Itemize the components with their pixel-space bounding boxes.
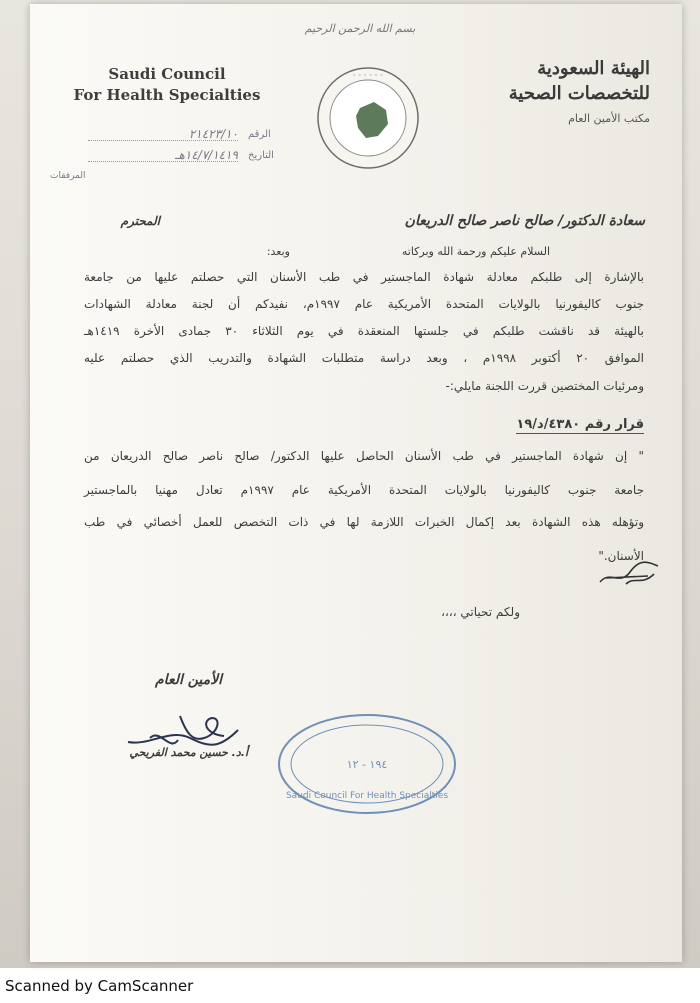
decision-title-text: قرار رقم ٤٣٨٠/د/١٩ (516, 417, 644, 432)
body-line-2: جنوب كاليفورنيا بالولايات المتحدة الأمريكية عام ١٩٩٧م، نفيدكم أن لجنة معادلة الشهادات (84, 297, 644, 311)
bismillah: بسم الله الرحمن الرحيم (304, 22, 416, 35)
body-line-5: ومرئيات المختصين قررت اللجنة مايلي:- (445, 379, 644, 393)
initials-signature (596, 556, 664, 590)
decision-title (470, 417, 644, 433)
ref-attachments-label: المرفقات (50, 171, 86, 181)
stamp-text-bottom: Saudi Council For Health Specialties (285, 791, 449, 801)
ref-date-value: ١٤/٧/١٤١٩هـ (174, 148, 238, 162)
body-line-1: بالإشارة إلى طلبكم معادلة شهادة الماجستير في طب الأسنان التي حصلتم عليها من جامعة (84, 270, 644, 284)
ref-attachments-row (48, 166, 288, 187)
signatory-name: أ.د. حسين محمد الفريحي (129, 746, 248, 759)
official-stamp (276, 712, 458, 816)
decision-line-2: جامعة جنوب كاليفورنيا بالولايات المتحدة الأمريكية عام ١٩٩٧م تعادل مهنيا بالماجستير (84, 483, 645, 497)
letter-honorific: المحترم (120, 214, 160, 228)
stamp-number: ١٩٤ - ١٢ (346, 758, 388, 771)
org-name-english-line1: Saudi Council (108, 65, 226, 83)
letter-salutation: سعادة الدكتور/ صالح ناصر صالح الدريعان (404, 213, 645, 229)
org-name-arabic (440, 56, 650, 132)
ref-date-label: التاريخ (248, 150, 274, 161)
org-name-arabic-line2: للتخصصات الصحية (508, 83, 650, 104)
decision-line-3: وتؤهله هذه الشهادة بعد إكمال الخبرات اللازمة لها في ذات التخصص للعمل أخصائي في طب (84, 515, 644, 529)
ref-date-row (48, 145, 288, 166)
org-name-english-line2: For Health Specialties (73, 86, 261, 104)
org-name-english (58, 64, 276, 106)
ref-number-line (88, 140, 238, 141)
letter-greeting-after: وبعد: (266, 245, 290, 258)
ref-number-value: ٢١٤٢٣/١٠ (188, 127, 238, 141)
body-line-3: بالهيئة قد ناقشت طلبكم في جلستها المنعقدة في يوم الثلاثاء ٣٠ جمادى الأخرة ١٤١٩هـ (84, 324, 644, 338)
signatory-title: الأمين العام (155, 672, 222, 688)
scanner-credit: Scanned by CamScanner (5, 977, 194, 995)
reference-block (48, 124, 288, 187)
ref-date-line (88, 161, 238, 162)
decision-line-1: " إن شهادة الماجستير في طب الأسنان الحاصل عليها الدكتور/ صالح ناصر صالح الدريعان من (84, 449, 644, 463)
ref-number-label: الرقم (248, 129, 271, 140)
decision-line-4: الأسنان." (598, 549, 644, 563)
letter-closing: ولكم تحياتي ،،،، (441, 605, 520, 619)
ref-number-row (48, 124, 288, 145)
letter-greeting: السلام عليكم ورحمة الله وبركاته (401, 245, 550, 258)
org-name-arabic-line1: الهيئة السعودية (537, 58, 650, 79)
office-name-arabic: مكتب الأمين العام (568, 112, 650, 125)
council-logo (316, 66, 420, 170)
svg-text:◦ ◦ ◦ ◦ ◦ ◦: ◦ ◦ ◦ ◦ ◦ ◦ (352, 72, 384, 79)
body-line-4: الموافق ٢٠ أكتوبر ١٩٩٨م ، وبعد دراسة متطلبات الشهادة والتدريب الذي حصلتم عليه (84, 351, 644, 365)
